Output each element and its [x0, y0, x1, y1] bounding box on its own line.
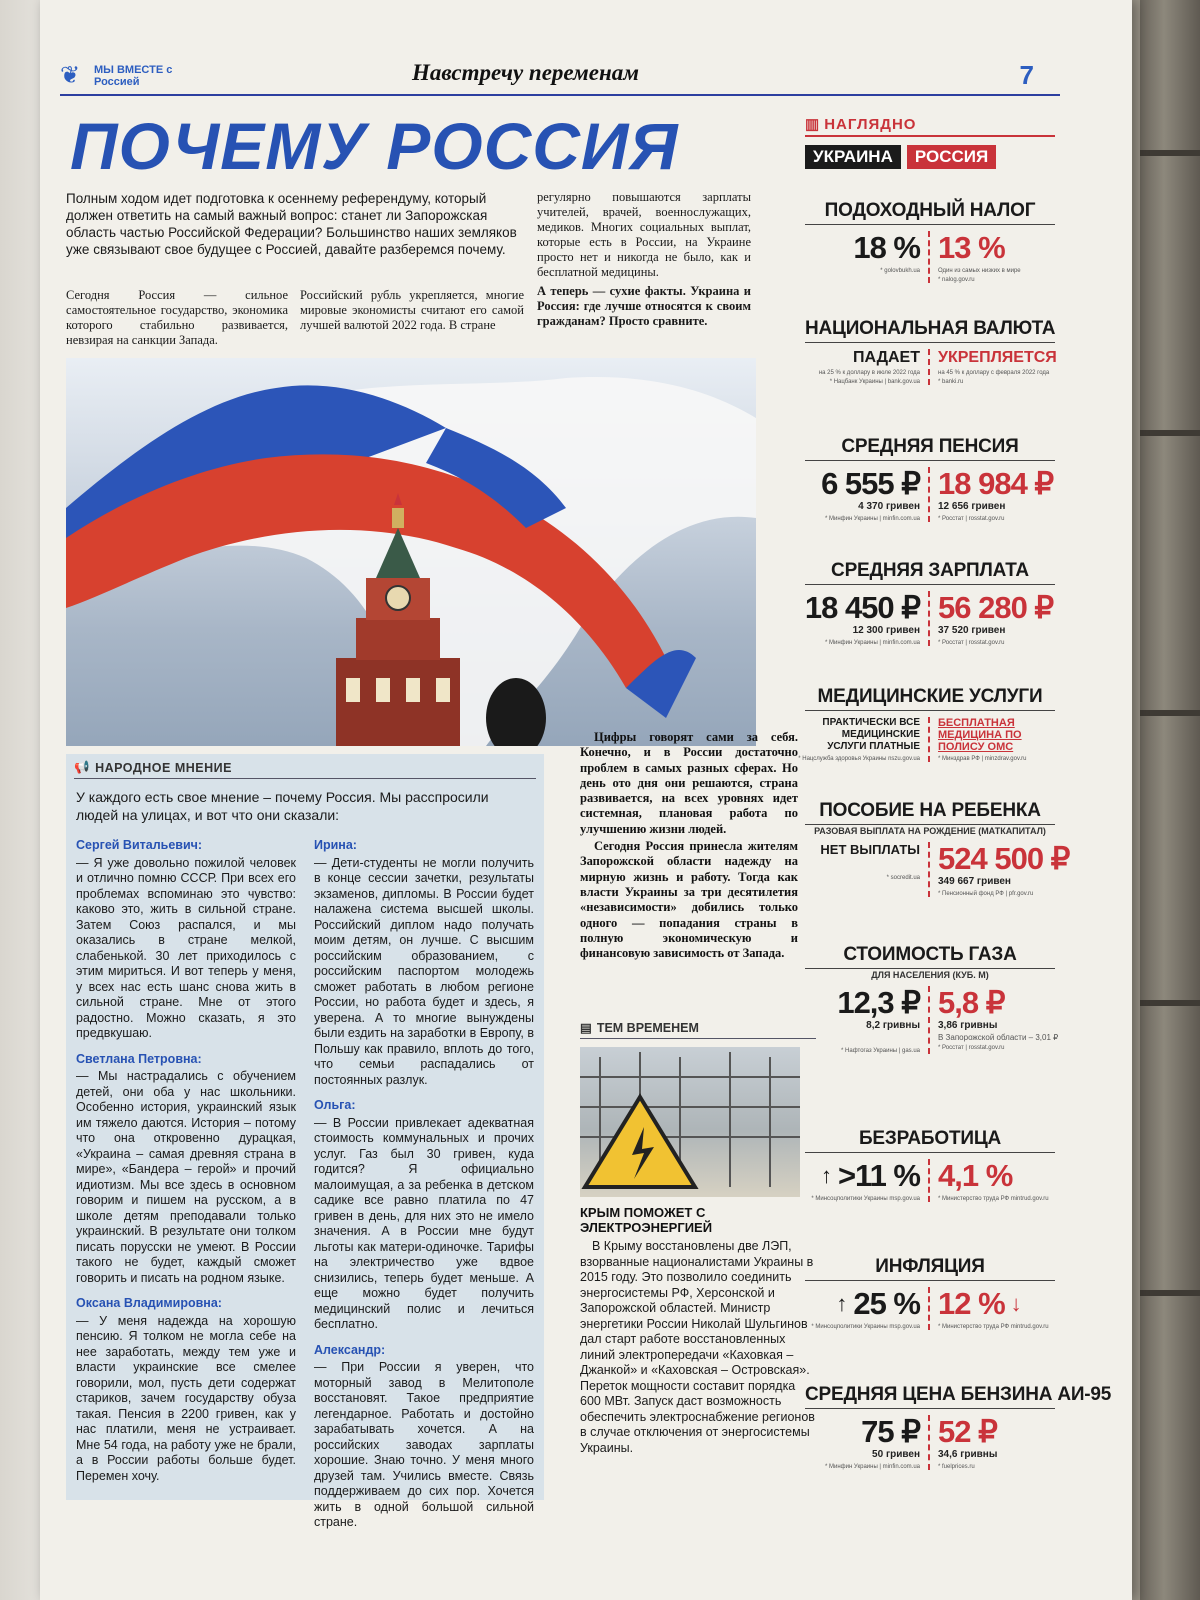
ukraine-cell: [805, 842, 930, 897]
block-title: ИНФЛЯЦИЯ: [805, 1256, 1055, 1281]
quote-author: Ирина:: [314, 838, 357, 852]
logo: [60, 62, 194, 90]
section-title: Навстречу переменам: [412, 60, 640, 85]
block-pension: [805, 436, 1055, 522]
ukraine-value: 12,3 ₽: [837, 985, 920, 1020]
quote-author: Оксана Владимировна:: [76, 1296, 222, 1310]
source-note: * socredit.ua: [886, 875, 920, 881]
source-note: * Минфин Украины | minfin.com.ua: [825, 1464, 920, 1470]
source-note: * Росстат | rosstat.gov.ru: [938, 640, 1005, 646]
russia-note: 3,86 гривны: [938, 1020, 998, 1031]
russia-cell: [930, 841, 1070, 897]
tag-russia: РОССИЯ: [907, 145, 996, 169]
arrow-up-icon: ↑: [820, 1163, 832, 1188]
power-substation-photo: [580, 1047, 800, 1197]
quote-text: — У меня надежда на хорошую пенсию. Я толком не могла себе на нее заработать, между тем уже и власти украинские все смелее говорили, мол, пусть дети содержат стариков, зачем государству обуза такая. Пенсия в 2200 гривен, как у нас платили, меня не устраивает. Мне 54 года, на работу уже не брали, а в России работы больше будет. Перемен хочу.: [76, 1313, 296, 1483]
russia-value: УКРЕПЛЯЕТСЯ: [938, 349, 1057, 366]
quote-text: — Мы настрадались с обучением детей, они оба у нас школьники. Особенно история, украинский язык им тяжело даются. История – потому что она откровенно дурацкая, «Украина – самая древняя страна в мире», «Бандера – герой» и прочий идиотизм. Мы все здесь в основном говорим и пишем на русском, а в школе детям преподавали только украинский. В результате они толком писать порусски не умеют. В России такого не будет, каждый сможет говорить и писать на родном языке.: [76, 1069, 296, 1285]
block-title: НАЦИОНАЛЬНАЯ ВАЛЮТА: [805, 318, 1055, 343]
block-title: БЕЗРАБОТИЦА: [805, 1128, 1055, 1153]
meanwhile-box: [580, 1020, 816, 1520]
ukraine-cell: [805, 467, 930, 522]
quote-text: — В России привлекает адекватная стоимость коммунальных и прочих услуг. Газ был 30 гривен, куда годится? Я официально малоимущая, а за ребенка в детском садике все равно платила по 47 гривен в день, для них это не имело значения. А в России мне будут льготы как матери-одиночке. Тарифы на электричество уже вдвое снизились, теперь будет меньше. А еще можно будет получить медицинский полис и лечиться бесплатно.: [314, 1115, 534, 1331]
block-title: СТОИМОСТЬ ГАЗА: [805, 944, 1055, 969]
comparison-row: [805, 231, 1055, 283]
ukraine-note: 8,2 гривны: [866, 1020, 920, 1031]
russia-cell: [930, 985, 1059, 1054]
comparison-row: [805, 1415, 1055, 1470]
opinion-column-right: [314, 838, 534, 1531]
russia-cell: [930, 467, 1055, 522]
comparison-row: [805, 349, 1055, 385]
block-gas: [805, 944, 1059, 1054]
ukraine-note: 50 гривен: [872, 1449, 920, 1460]
block-subtitle: РАЗОВАЯ ВЫПЛАТА НА РОЖДЕНИЕ (МАТКАПИТАЛ): [814, 826, 1046, 836]
comparison-row: [798, 717, 1055, 762]
ukraine-cell: [805, 1415, 930, 1470]
opinion-column-left: [76, 838, 296, 1484]
quote-author: Ольга:: [314, 1098, 356, 1112]
block-unemployment: [805, 1128, 1055, 1202]
source-note: * Минсоцполитики Украины msp.gov.ua: [811, 1196, 920, 1202]
russia-value: БЕСПЛАТНАЯ МЕДИЦИНА ПО ПОЛИСУ ОМС: [938, 717, 1022, 753]
source-note: * Минфин Украины | minfin.com.ua: [825, 640, 920, 646]
opinion-heading-label: НАРОДНОЕ МНЕНИЕ: [95, 760, 232, 775]
ukraine-note: 4 370 гривен: [858, 501, 920, 512]
russia-cell: [930, 1287, 1055, 1330]
kremlin-flag-photo: [66, 358, 756, 746]
wooden-desk: [1140, 0, 1200, 1600]
russia-cell: [930, 591, 1055, 646]
russia-value: 52 ₽: [938, 1414, 997, 1449]
flag-illustration: [66, 358, 756, 746]
arrow-down-icon: ↓: [1010, 1291, 1022, 1316]
russia-cell: [930, 1159, 1055, 1202]
block-title: МЕДИЦИНСКИЕ УСЛУГИ: [805, 686, 1055, 711]
divider: [805, 135, 1055, 137]
meanwhile-heading-label: ТЕМ ВРЕМЕНЕМ: [596, 1020, 699, 1035]
conclusion-text: [580, 730, 798, 961]
russia-value: 56 280 ₽: [938, 590, 1054, 625]
russia-note: 37 520 гривен: [938, 625, 1006, 636]
source-note: * banki.ru: [938, 379, 964, 385]
country-tags: [805, 145, 1055, 169]
ukraine-cell: [805, 1287, 930, 1330]
intro-lead: Полным ходом идет подготовка к осеннему референдуму, который должен ответить на самый важный вопрос: станет ли Запорожская область частью Российской Федерации? Большинство наших земляков уже связывают свое будущее с Россией, давайте разберемся почему.: [66, 191, 517, 257]
source-note: * Министерство труда РФ mintrud.gov.ru: [938, 1196, 1049, 1202]
comparison-row: [805, 985, 1059, 1054]
intro-column-c: [537, 190, 751, 329]
newspaper-icon: ▤: [580, 1021, 592, 1035]
page-header: [60, 60, 1060, 96]
ukraine-value: >11 %: [837, 1158, 920, 1193]
ukraine-value: 25 %: [853, 1286, 920, 1321]
ukraine-cell: [798, 717, 930, 762]
quote-text: — Дети-студенты не могли получить в конце сессии зачетки, результаты экзаменов, дипломы. В России будет налажена система высшей школы. Российский диплом надо получать моим детям, он лучше. С высшим российским образованием, с российским паспортом молодежь сможет работать в любом регионе России, но работа будет и здесь, я уверена. А то многие вынуждены были ездить на заработки в Европу, в Польшу как правило, вплоть до того, что семьи распадались от постоянных разлук.: [314, 855, 534, 1087]
arrow-up-icon: ↑: [836, 1291, 848, 1316]
source-note: * Нафтогаз Украины | gas.ua: [841, 1048, 920, 1054]
russia-note: 34,6 гривны: [938, 1449, 998, 1460]
block-title: ПОСОБИЕ НА РЕБЕНКА: [805, 800, 1055, 825]
block-title: СРЕДНЯЯ ЗАРПЛАТА: [805, 560, 1055, 585]
block-subtitle: ДЛЯ НАСЕЛЕНИЯ (КУБ. М): [871, 970, 989, 980]
comparison-row: [805, 841, 1070, 897]
bar-chart-icon: ▥: [805, 116, 821, 133]
russia-value: 4,1 %: [938, 1158, 1013, 1193]
russia-cell: [930, 1415, 1055, 1470]
block-currency: [805, 318, 1055, 385]
infographic-heading: [805, 115, 1055, 133]
comparison-row: [805, 1287, 1055, 1330]
ukraine-cell: [805, 1159, 930, 1202]
source-note: * Минсоцполитики Украины msp.gov.ua: [811, 1324, 920, 1330]
ukraine-value: 6 555 ₽: [821, 466, 920, 501]
russia-cell: [930, 349, 1055, 385]
ukraine-note: на 25 % к доллару в июле 2022 года: [818, 370, 920, 376]
block-income-tax: [805, 200, 1055, 283]
russia-cell: [930, 231, 1055, 283]
source-note: * Министерство труда РФ mintrud.gov.ru: [938, 1324, 1049, 1330]
page-number: 7: [1019, 60, 1034, 90]
russia-value: 18 984 ₽: [938, 466, 1054, 501]
ukraine-value: 75 ₽: [861, 1414, 920, 1449]
infographic-heading-label: НАГЛЯДНО: [824, 115, 917, 133]
meanwhile-heading: [580, 1020, 816, 1035]
ukraine-value: 18 %: [853, 230, 920, 265]
ukraine-cell: [805, 986, 930, 1054]
substation-illustration: [580, 1047, 800, 1197]
russia-value: 524 500 ₽: [938, 841, 1070, 876]
quote-author: Светлана Петровна:: [76, 1051, 202, 1066]
logo-text: МЫ ВМЕСТЕ с Россией: [94, 64, 173, 88]
opinion-heading: [74, 760, 232, 775]
quote-author: Сергей Витальевич:: [76, 838, 203, 852]
russia-cell: [930, 717, 1055, 762]
block-medicine: [798, 686, 1055, 762]
russia-note: 12 656 гривен: [938, 501, 1006, 512]
ukraine-value: 18 450 ₽: [804, 590, 920, 625]
conclusion-paragraph: Цифры говорят сами за себя. Конечно, и в России достаточно проблем в самых разных сферах. Но день ото дня они решаются, страна развивается, на всех уровнях идет системная, плановая работа по улучшению жизни людей.: [580, 730, 798, 836]
quote-author: Александр:: [314, 1342, 386, 1357]
block-petrol: [805, 1384, 1112, 1470]
russia-note-region: В Запорожской области – 3,01 ₽: [938, 1033, 1059, 1042]
tag-ukraine: УКРАИНА: [805, 145, 901, 169]
meanwhile-title: КРЫМ ПОМОЖЕТ С ЭЛЕКТРОЭНЕРГИЕЙ: [580, 1205, 713, 1235]
quote-text: — При России я уверен, что моторный завод в Мелитополе восстановят. Такое предприятие легендарное. Работать и достойно зарабатывать хочется. А на российских заводах зарплаты хорошие. Знаю точно. У меня много друзей там. Учились вместе. Связь поддерживаем до сих пор. Хочется жить в одной большой сильной стране.: [314, 1360, 534, 1529]
ukraine-value-wrap: [821, 1159, 920, 1193]
russia-value: 5,8 ₽: [938, 985, 1005, 1020]
block-salary: [805, 560, 1055, 646]
megaphone-icon: 📢: [74, 760, 91, 774]
russia-note: на 45 % к доллару с февраля 2022 года: [938, 370, 1050, 376]
comparison-row: [805, 467, 1055, 522]
divider: [74, 778, 536, 779]
ukraine-value-wrap: [836, 1287, 920, 1321]
russia-value-wrap: [938, 1287, 1022, 1321]
ukraine-value: ПРАКТИЧЕСКИ ВСЕ МЕДИЦИНСКИЕ УСЛУГИ ПЛАТНЫЕ: [822, 717, 920, 752]
divider: [580, 1038, 816, 1039]
block-title: ПОДОХОДНЫЙ НАЛОГ: [805, 200, 1055, 225]
russia-note: 349 667 гривен: [938, 876, 1011, 887]
block-inflation: [805, 1256, 1055, 1330]
opinion-box: [66, 754, 544, 1529]
source-note: * Нацслужба здоровья Украины nszu.gov.ua: [798, 756, 920, 762]
source-note: * Минздрав РФ | minzdrav.gov.ru: [938, 756, 1027, 762]
russia-value: 12 %: [938, 1286, 1005, 1321]
ukraine-value: ПАДАЕТ: [852, 349, 920, 366]
intro-column-a: Сегодня Россия — сильное самостоятельное государство, экономика которого стабильно развивается, невзирая на санкции Запада.: [66, 288, 288, 347]
ukraine-cell: [805, 231, 930, 283]
source-note: * Пенсионный фонд РФ | pfr.gov.ru: [938, 891, 1034, 897]
source-note: * nalog.gov.ru: [938, 277, 975, 283]
block-title: СРЕДНЯЯ ЦЕНА БЕНЗИНА АИ-95: [805, 1384, 1055, 1409]
ukraine-note: 12 300 гривен: [852, 625, 920, 636]
block-title: СРЕДНЯЯ ПЕНСИЯ: [805, 436, 1055, 461]
source-note: * golovbukh.ua: [880, 268, 920, 274]
ukraine-value: НЕТ ВЫПЛАТЫ: [820, 842, 920, 857]
ukraine-cell: [805, 591, 930, 646]
intro-column-c-text: регулярно повышаются зарплаты учителей, врачей, военнослужащих, медиков. Многих социальных выплат, которые есть в России, на Украине просто нет и никогда не было, как и бесплатной медицины.: [537, 190, 751, 279]
quote-text: — Я уже довольно пожилой человек и отлично помню СССР. При всех его проблемах вспоминаю это чувство: каково это, жить в сильной стране. Затем Союз распался, и мы оказались в стране мелкой, слабенькой. 30 лет приходилось с этим мириться. И вот теперь у меня, у всех нас есть шанс снова жить в сильной стране. Мне от этого радостно. Можно сказать, я это предвкушаю.: [76, 855, 296, 1040]
comparison-row: [805, 1159, 1055, 1202]
source-note: * Росстат | rosstat.gov.ru: [938, 1045, 1005, 1051]
source-note: * Росстат | rosstat.gov.ru: [938, 516, 1005, 522]
source-note: * Минфин Украины | minfin.com.ua: [825, 516, 920, 522]
conclusion-paragraph: Сегодня Россия принесла жителям Запорожской области надежду на мирную жизнь и работу. Тогда как власти Украины за три десятилетия «независимости» добились только одного — попадания страны в полную экономическую и финансовую зависимость от Запада.: [580, 839, 798, 961]
intro-facts-lead: А теперь — сухие факты. Украина и Россия: где лучше относятся к своим гражданам? Просто сравните.: [537, 284, 751, 328]
source-note: * fuelprices.ru: [938, 1464, 975, 1470]
russia-note: Один из самых низких в мире: [938, 268, 1021, 274]
intro-column-b: Российский рубль укрепляется, многие мировые экономисты считают его самой лучшей валютой 2022 года. В стране: [300, 288, 524, 332]
eagle-emblem-icon: ❦: [60, 62, 81, 89]
ukraine-cell: [805, 349, 930, 385]
opinion-lead: У каждого есть свое мнение – почему Россия. Мы расспросили людей на улицах, и вот что они сказали:: [76, 789, 489, 823]
headline: ПОЧЕМУ РОССИЯ: [70, 109, 679, 183]
infographic-header: [805, 115, 1055, 169]
block-child-benefit: [805, 800, 1070, 897]
russia-value: 13 %: [938, 230, 1005, 265]
meanwhile-text: В Крыму восстановлены две ЛЭП, взорванные националистами Украины в 2015 году. Это позволило соединить энергосистемы РФ, Херсонской и Запорожской областей. Министр энергетики России Николай Шульгинов дал старт работе восстановленных линий электропередачи «Каховкая – Джанкой» и «Каховская – Островская». Переток мощности составит порядка 600 МВт. Запуск даст возможность обеспечить электроснабжение регионов в случае отключения от энергосистемы Украины.: [580, 1239, 815, 1455]
comparison-row: [805, 591, 1055, 646]
source-note: * Нацбанк Украины | bank.gov.ua: [829, 379, 920, 385]
